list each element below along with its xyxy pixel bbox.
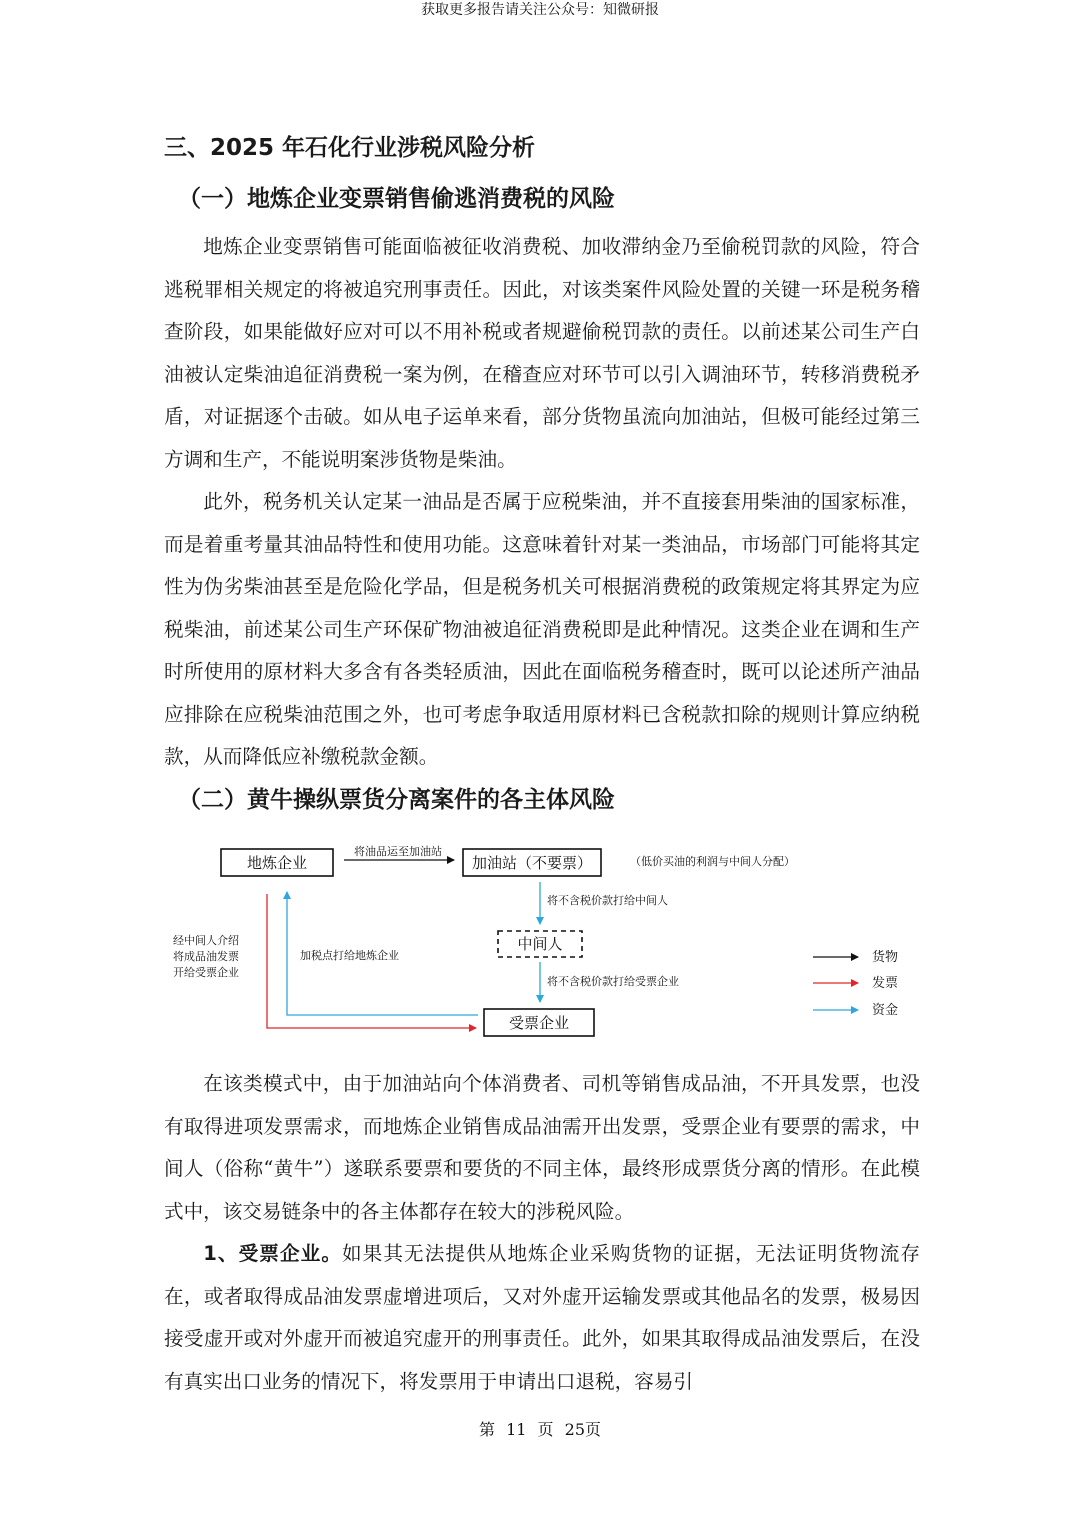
- pay-receiver-label: 将不含税价款打给受票企业: [547, 975, 679, 988]
- node-station: [463, 849, 601, 876]
- legend-label-invoice: 发票: [872, 976, 899, 991]
- item-text: 如果其无法提供从地炼企业采购货物的证据，无法证明货物流存在，或者取得成品油发票虚增进项后，又对外虚开运输发票或其他品名的发票，极易因接受虚开或对外虚开而被追究虚开的刑事责任。此外，如果其取得成品油发票后，在没有真实出口业务的情况下，将发票用于申请出口退税，容易引: [164, 1242, 920, 1393]
- profit-note: （低价买油的利润与中间人分配）: [630, 855, 795, 868]
- header-banner: 获取更多报告请关注公众号：知微研报: [421, 2, 659, 18]
- subsection-title-2: （二）黄牛操纵票货分离案件的各主体风险: [178, 787, 615, 813]
- page-middle: 页: [537, 1420, 554, 1439]
- legend: [813, 949, 898, 1018]
- numbered-paragraph: [164, 1233, 920, 1403]
- invoice-label-3: 开给受票企业: [173, 966, 239, 979]
- legend-label-money: 资金: [872, 1003, 899, 1018]
- page-footer: [0, 1420, 1080, 1440]
- pay-middleman-label: 将不含税价款打给中间人: [547, 894, 668, 907]
- subsection-title-1: （一）地炼企业变票销售偷逃消费税的风险: [178, 186, 615, 212]
- flow-diagram: [170, 836, 930, 1046]
- node-middleman-label: 中间人: [517, 935, 563, 953]
- node-receiver: [484, 1009, 594, 1036]
- paragraph: 此外，税务机关认定某一油品是否属于应税柴油，并不直接套用柴油的国家标准，而是着重考量其油品特性和使用功能。这意味着针对某一类油品，市场部门可能将其定性为伪劣柴油甚至是危险化学品，但是税务机关可根据消费税的政策规定将其界定为应税柴油，前述某公司生产环保矿物油被追征消费税即是此种情况。这类企业在调和生产时所使用的原材料大多含有各类轻质油，因此在面临税务稽查时，既可以论述所产油品应排除在应税柴油范围之外，也可考虑争取适用原材料已含税款扣除的规则计算应纳税款，从而降低应补缴税款金额。: [164, 490, 920, 768]
- section-title: 三、2025 年石化行业涉税风险分析: [164, 135, 536, 161]
- page-current: 11: [506, 1420, 527, 1439]
- tax-point-label: 加税点打给地炼企业: [300, 949, 399, 962]
- page-total: 25: [564, 1420, 585, 1439]
- goods-flow-label: 将油品运至加油站: [354, 845, 442, 858]
- page-suffix: 页: [585, 1420, 602, 1439]
- item-label: 1、受票企业。: [203, 1242, 342, 1265]
- node-refinery-label: 地炼企业: [246, 854, 308, 872]
- page-prefix: 第: [478, 1420, 495, 1439]
- invoice-label-2: 将成品油发票: [173, 950, 239, 963]
- node-refinery: [221, 849, 333, 876]
- legend-label-goods: 货物: [872, 950, 899, 965]
- node-middleman: [498, 931, 582, 957]
- paragraph: 地炼企业变票销售可能面临被征收消费税、加收滞纳金乃至偷税罚款的风险，符合逃税罪相关规定的将被追究刑事责任。因此，对该类案件风险处置的关键一环是税务稽查阶段，如果能做好应对可以不用补税或者规避偷税罚款的责任。以前述某公司生产白油被认定柴油追征消费税一案为例，在稽查应对环节可以引入调油环节，转移消费税矛盾，对证据逐个击破。如从电子运单来看，部分货物虽流向加油站，但极可能经过第三方调和生产，不能说明案涉货物是柴油。: [164, 235, 920, 471]
- paragraph: 在该类模式中，由于加油站向个体消费者、司机等销售成品油，不开具发票，也没有取得进项发票需求，而地炼企业销售成品油需开出发票，受票企业有要票的需求，中间人（俗称“黄牛”）遂联系要票和要货的不同主体，最终形成票货分离的情形。在此模式中，该交易链条中的各主体都存在较大的涉税风险。: [164, 1072, 920, 1223]
- invoice-label-1: 经中间人介绍: [173, 934, 239, 947]
- node-receiver-label: 受票企业: [508, 1014, 570, 1032]
- node-station-label: 加油站（不要票）: [471, 854, 593, 872]
